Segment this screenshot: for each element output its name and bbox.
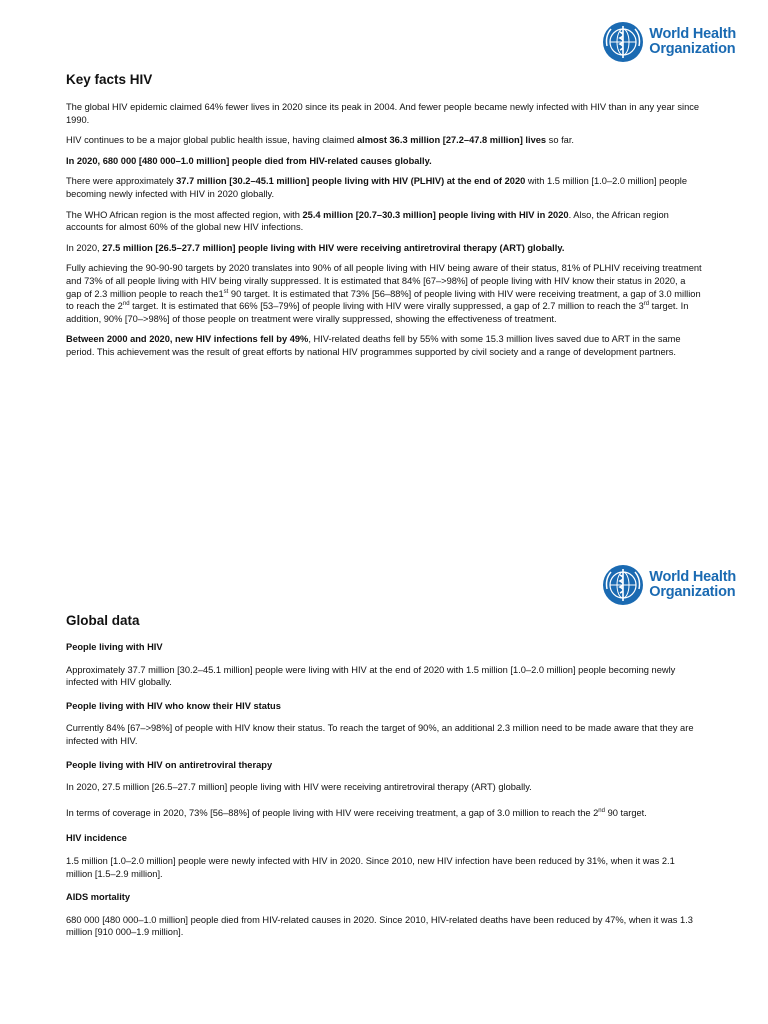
who-logo bbox=[601, 563, 736, 607]
global-data-body bbox=[66, 641, 702, 947]
page-title: Global data bbox=[66, 613, 140, 628]
page-title: Key facts HIV bbox=[66, 72, 153, 87]
logo-line-1: World Health bbox=[649, 569, 736, 585]
section-text-mortality: 680 000 [480 000–1.0 million] people died from HIV-related causes in 2020. Since 2010, HIV-related deaths have been reduced by 47%, when it was 1.3 million [910 000–1.9 million]. bbox=[66, 914, 693, 938]
paragraph-2000-2020: Between 2000 and 2020, new HIV infections fell by 49%, HIV-related deaths fell by 55% with some 15.3 million lives saved due to ART in the same period. This achievement was the result of great efforts by national HIV programmes supported by civil society and a range of development partners. bbox=[66, 334, 681, 357]
logo-wordmark bbox=[649, 570, 736, 600]
section-text-incidence: 1.5 million [1.0–2.0 million] people were newly infected with HIV in 2020. Since 2010, new HIV infection have been reduced by 31%, when it was 2.1 million [1.5–2.9 million]. bbox=[66, 855, 675, 879]
paragraph-african-region: The WHO African region is the most affected region, with 25.4 million [20.7–30.3 million] people living with HIV in 2020. Also, the African region accounts for almost 60% of the global new HIV infections. bbox=[66, 209, 669, 233]
section-text-art-1: In 2020, 27.5 million [26.5–27.7 million] people living with HIV were receiving antiretroviral therapy (ART) globally. bbox=[66, 782, 532, 793]
paragraph-lives-claimed: HIV continues to be a major global public health issue, having claimed almost 36.3 million [27.2–47.8 million] lives so far. bbox=[66, 135, 574, 146]
logo-line-2: Organization bbox=[649, 584, 736, 600]
section-heading-know-status: People living with HIV who know their HIV status bbox=[66, 700, 281, 711]
who-logo bbox=[601, 20, 736, 64]
logo-line-2: Organization bbox=[649, 41, 736, 57]
section-text-plhiv: Approximately 37.7 million [30.2–45.1 million] people were living with HIV at the end of 2020 with 1.5 million [1.0–2.0 million] people becoming newly infected with HIV globally. bbox=[66, 664, 676, 688]
key-facts-body bbox=[66, 101, 702, 367]
paragraph-art: In 2020, 27.5 million [26.5–27.7 million] people living with HIV were receiving antiretroviral therapy (ART) globally. bbox=[66, 242, 565, 253]
paragraph-epidemic: The global HIV epidemic claimed 64% fewer lives in 2020 since its peak in 2004. And fewer people became newly infected with HIV than in any year since 1990. bbox=[66, 102, 700, 125]
paragraph-plhiv: There were approximately 37.7 million [30.2–45.1 million] people living with HIV (PLHIV) at the end of 2020 with 1.5 million [1.0–2.0 million] people becoming newly infected with HIV in 2020 globally. bbox=[66, 176, 688, 199]
logo-wordmark bbox=[649, 27, 736, 57]
section-heading-art: People living with HIV on antiretroviral therapy bbox=[66, 759, 273, 770]
section-heading-incidence: HIV incidence bbox=[66, 833, 127, 844]
logo-line-1: World Health bbox=[649, 26, 736, 42]
paragraph-deaths-2020: In 2020, 680 000 [480 000–1.0 million] people died from HIV-related causes globally. bbox=[66, 155, 432, 166]
who-emblem-icon bbox=[601, 20, 645, 64]
section-text-art-2: In terms of coverage in 2020, 73% [56–88%] of people living with HIV were receiving treatment, a gap of 3.0 million to reach the 2nd 90 target. bbox=[66, 807, 647, 818]
who-emblem-icon bbox=[601, 563, 645, 607]
section-heading-plhiv: People living with HIV bbox=[66, 642, 163, 652]
paragraph-90-90-90: Fully achieving the 90-90-90 targets by 2020 translates into 90% of all people living with HIV being aware of their status, 81% of PLHIV receiving treatment and 73% of all people living with HIV being virally suppressed. It is estimated that 84% [67–>98%] of people living with HIV know their status in 2020, a gap of 2.3 million people to reach the1st 90 target. It is estimated that 73% [56–88%] of people living with HIV were receiving treatment, a gap of 3.0 million to reach the 2nd target. It is estimated that 66% [53–79%] of people living with HIV were virally suppressed, a gap of 2.7 million to reach the 3rd target. In addition, 90% [70–>98%] of those people on treatment were virally suppressed, showing the effectiveness of treatment. bbox=[66, 263, 702, 324]
section-heading-mortality: AIDS mortality bbox=[66, 892, 131, 903]
page-global-data bbox=[0, 555, 768, 1024]
section-text-know-status: Currently 84% [67–>98%] of people with HIV know their status. To reach the target of 90%, an additional 2.3 million need to be made aware that they are infected with HIV. bbox=[66, 723, 694, 746]
